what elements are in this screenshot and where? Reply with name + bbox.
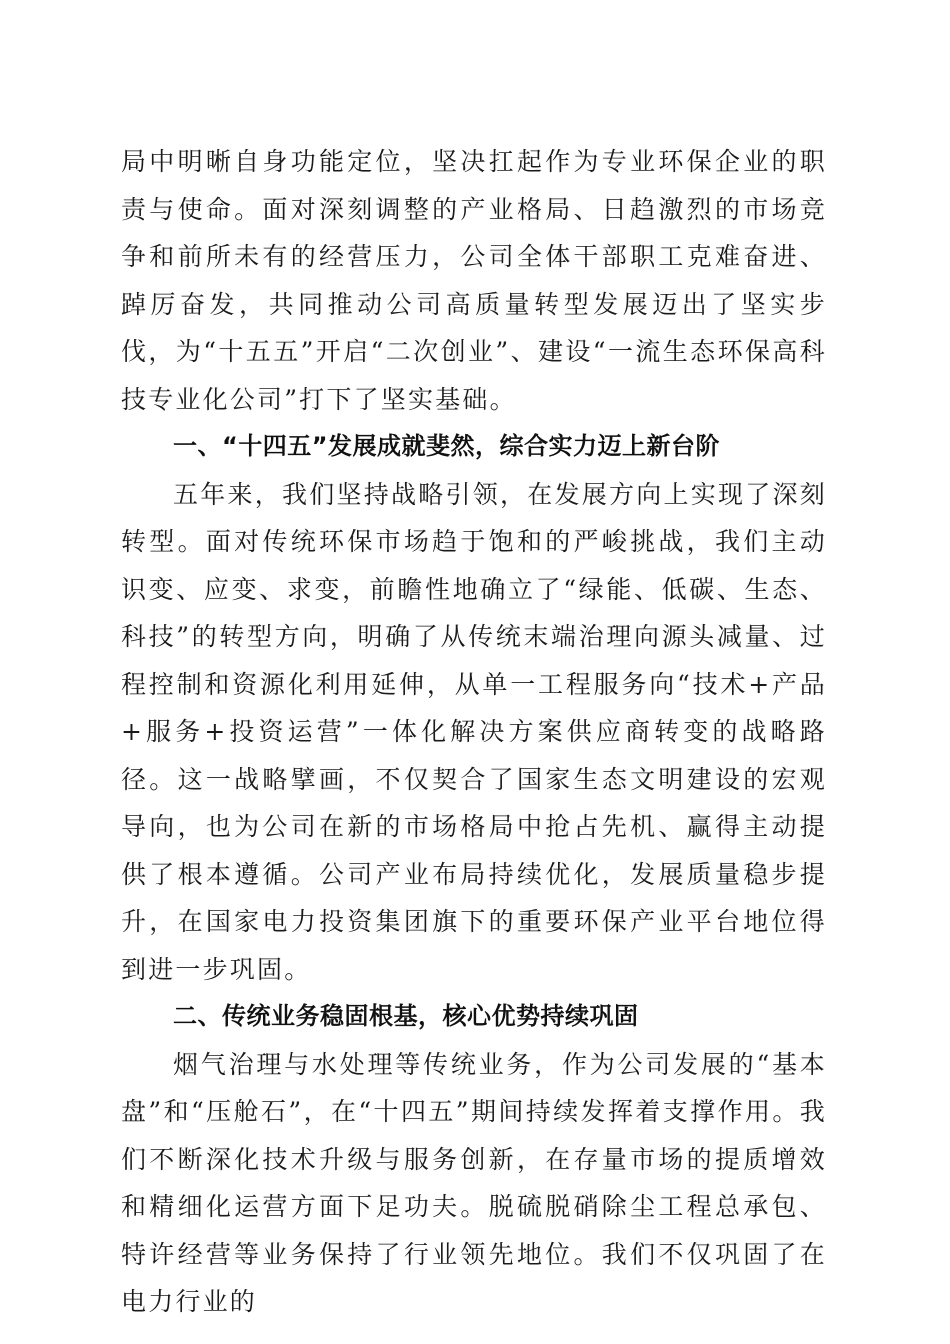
paragraph-continuation: 局中明晰自身功能定位，坚决扛起作为专业环保企业的职责与使命。面对深刻调整的产业格局、日趋激烈的市场竞争和前所未有的经营压力，公司全体干部职工克难奋进、踔厉奋发，共同推动公司高质量转型发展迈出了坚实步伐，为“十五五”开启“二次创业”、建设“一流生态环保高科技专业化公司”打下了坚实基础。: [121, 147, 827, 414]
paragraph-traditional-business: 烟气治理与水处理等传统业务，作为公司发展的“基本盘”和“压舱石”，在“十四五”期间持续发挥着支撑作用。我们不断深化技术升级与服务创新，在存量市场的提质增效和精细化运营方面下足功夫。脱硫脱硝除尘工程总承包、特许经营等业务保持了行业领先地位。我们不仅巩固了在电力行业的: [121, 1049, 827, 1316]
section-heading-1: 一、“十四五”发展成就斐然，综合实力迈上新台阶: [173, 432, 721, 460]
document-body: [121, 138, 827, 1326]
paragraph-strategy: 五年来，我们坚持战略引领，在发展方向上实现了深刻转型。面对传统环保市场趋于饱和的严峻挑战，我们主动识变、应变、求变，前瞻性地确立了“绿能、低碳、生态、科技”的转型方向，明确了从传统末端治理向源头减量、过程控制和资源化利用延伸，从单一工程服务向“技术+产品+服务+投资运营”一体化解决方案供应商转变的战略路径。这一战略擘画，不仅契合了国家生态文明建设的宏观导向，也为公司在新的市场格局中抢占先机、赢得主动提供了根本遵循。公司产业布局持续优化，发展质量稳步提升，在国家电力投资集团旗下的重要环保产业平台地位得到进一步巩固。: [121, 479, 827, 984]
section-heading-2: 二、传统业务稳固根基，核心优势持续巩固: [173, 1002, 639, 1030]
